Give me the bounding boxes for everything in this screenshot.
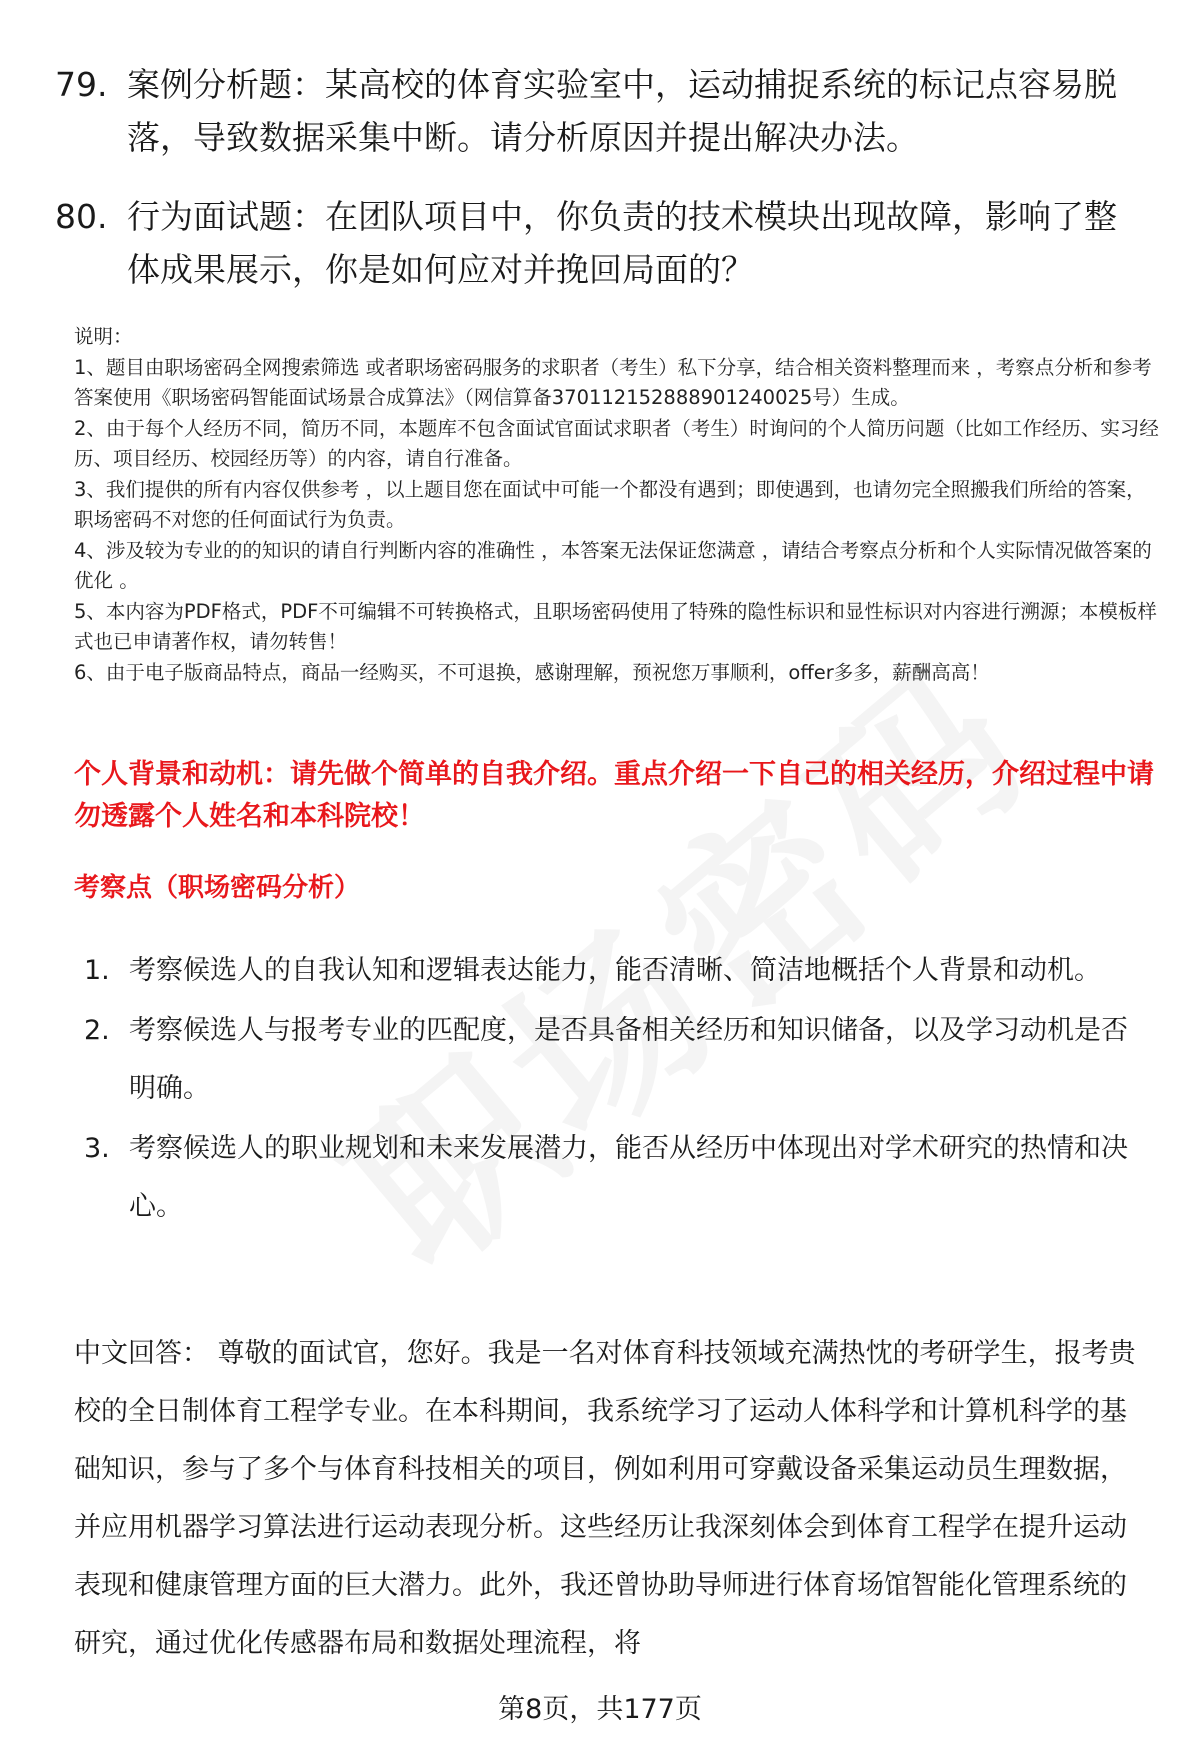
list-item: [84, 1002, 1144, 1118]
note-item: 5、本内容为PDF格式，PDF不可编辑不可转换格式，且职场密码使用了特殊的隐性标识和显性标识对内容进行溯源；本模板样式也已申请著作权，请勿转售！: [74, 599, 1157, 653]
list-item-text: 考察候选人的职业规划和未来发展潜力，能否从经历中体现出对学术研究的热情和决心。: [129, 1133, 1128, 1222]
page-footer: 第8页，共177页: [498, 1694, 702, 1725]
question-80: [55, 190, 1145, 296]
note-item: 3、我们提供的所有内容仅供参考 ，以上题目您在面试中可能一个都没有遇到；即使遇到，也请勿完全照搬我们所给的答案，职场密码不对您的任何面试行为负责。: [74, 477, 1146, 531]
list-item: [84, 1120, 1144, 1236]
section-title: 个人背景和动机：请先做个简单的自我介绍。重点介绍一下自己的相关经历，介绍过程中请勿透露个人姓名和本科院校！: [74, 759, 1154, 832]
question-79: [55, 58, 1145, 164]
list-item-text: 考察候选人的自我认知和逻辑表达能力，能否清晰、简洁地概括个人背景和动机。: [129, 955, 1101, 986]
notes-block: [74, 322, 1164, 688]
list-item: [84, 942, 1144, 1000]
note-item: 6、由于电子版商品特点，商品一经购买，不可退换，感谢理解，预祝您万事顺利，offer多多，薪酬高高！: [74, 660, 990, 684]
list-item-text: 考察候选人与报考专业的匹配度，是否具备相关经历和知识储备，以及学习动机是否明确。: [129, 1015, 1128, 1104]
question-text: 行为面试题：在团队项目中，你负责的技术模块出现故障，影响了整体成果展示，你是如何应对并挽回局面的？: [127, 197, 1117, 289]
assessment-points-title: 考察点（职场密码分析）: [74, 873, 361, 903]
list-item-number: 2.: [84, 1015, 110, 1046]
notes-heading: 说明：: [74, 325, 133, 348]
list-item-number: 1.: [84, 955, 110, 986]
list-item-number: 3.: [84, 1133, 110, 1164]
question-number: 80.: [55, 197, 108, 236]
assessment-points-list: [84, 942, 1144, 1238]
note-item: 2、由于每个人经历不同，简历不同，本题库不包含面试官面试求职者（考生）时询问的个人简历问题（比如工作经历、实习经历、项目经历、校园经历等）的内容，请自行准备。: [74, 416, 1159, 470]
question-number: 79.: [55, 65, 108, 104]
note-item: 1、题目由职场密码全网搜索筛选 或者职场密码服务的求职者（考生）私下分享，结合相关资料整理而来 ，考察点分析和参考答案使用《职场密码智能面试场景合成算法》（网信算备370112152888901240025号）生成。: [74, 355, 1152, 409]
answer-text: 中文回答： 尊敬的面试官，您好。我是一名对体育科技领域充满热忱的考研学生，报考贵校的全日制体育工程学专业。在本科期间，我系统学习了运动人体科学和计算机科学的基础知识，参与了多个与体育科技相关的项目，例如利用可穿戴设备采集运动员生理数据，并应用机器学习算法进行运动表现分析。这些经历让我深刻体会到体育工程学在提升运动表现和健康管理方面的巨大潜力。此外，我还曾协助导师进行体育场馆智能化管理系统的研究，通过优化传感器布局和数据处理流程，将: [74, 1338, 1136, 1659]
question-text: 案例分析题：某高校的体育实验室中，运动捕捉系统的标记点容易脱落，导致数据采集中断。请分析原因并提出解决办法。: [127, 65, 1117, 157]
note-item: 4、涉及较为专业的的知识的请自行判断内容的准确性 ，本答案无法保证您满意 ，请结合考察点分析和个人实际情况做答案的优化 。: [74, 538, 1152, 592]
